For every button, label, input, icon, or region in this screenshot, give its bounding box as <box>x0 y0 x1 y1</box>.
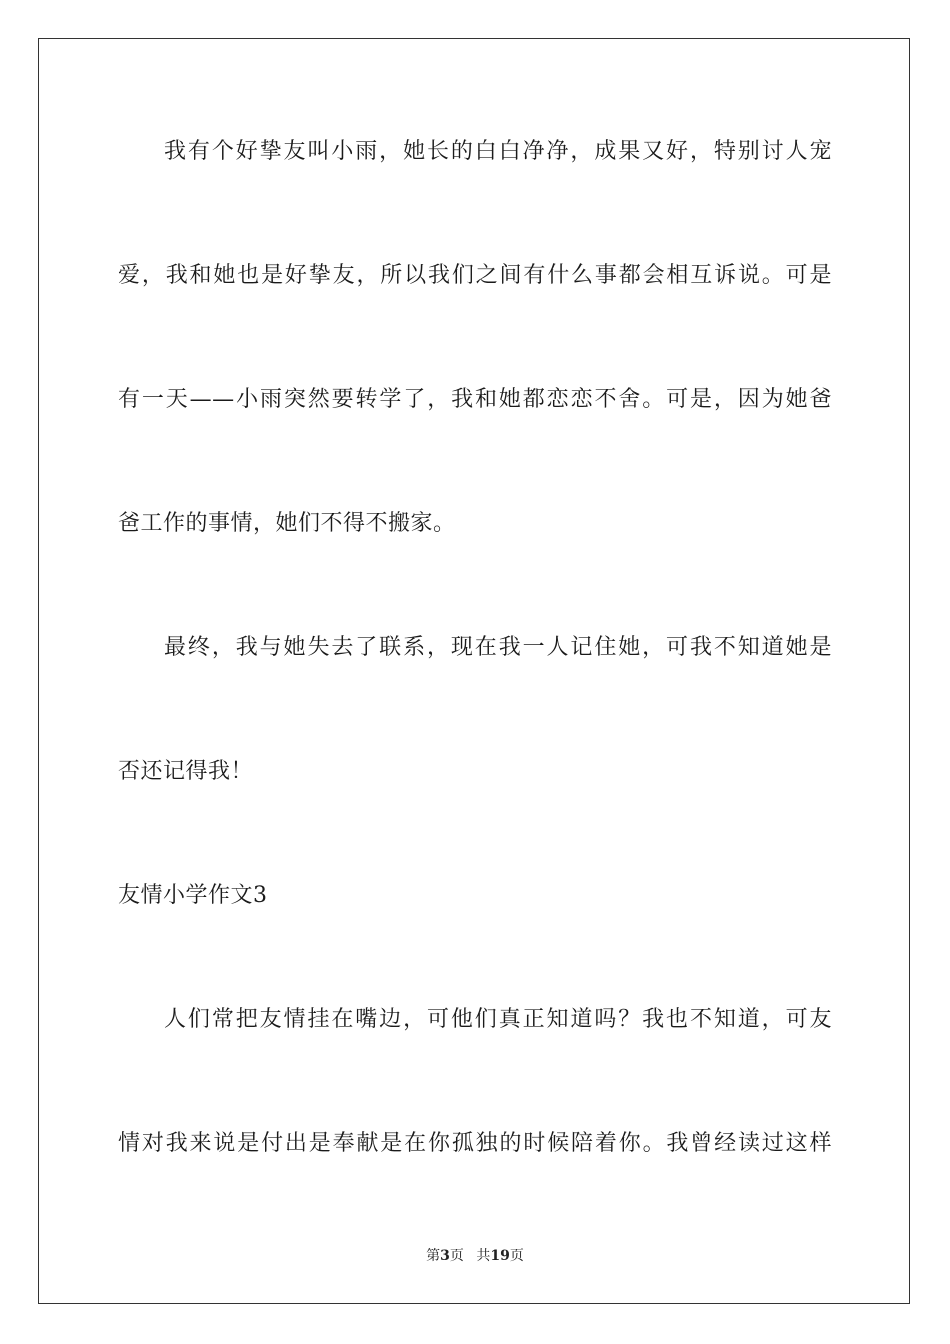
page-indicator <box>426 1248 464 1264</box>
page-border <box>38 38 910 1304</box>
paragraph-line-2: 爱，我和她也是好挚友，所以我们之间有什么事都会相互诉说。可是 <box>118 263 832 288</box>
paragraph-line-4: 爸工作的事情，她们不得不搬家。 <box>118 511 456 536</box>
page-prefix: 第 <box>426 1248 441 1264</box>
total-suffix: 页 <box>509 1248 524 1264</box>
page-suffix: 页 <box>449 1248 464 1264</box>
paragraph-line-5: 最终，我与她失去了联系，现在我一人记住她，可我不知道她是 <box>164 635 832 660</box>
paragraph-line-1: 我有个好挚友叫小雨，她长的白白净净，成果又好，特别讨人宠 <box>164 139 832 164</box>
section-heading: 友情小学作文3 <box>118 883 268 908</box>
page-footer <box>0 1246 950 1266</box>
paragraph-line-8: 情对我来说是付出是奉献是在你孤独的时候陪着你。我曾经读过这样 <box>118 1131 832 1156</box>
paragraph-line-3: 有一天——小雨突然要转学了，我和她都恋恋不舍。可是，因为她爸 <box>118 387 832 412</box>
paragraph-line-7: 人们常把友情挂在嘴边，可他们真正知道吗？我也不知道，可友 <box>164 1007 832 1032</box>
total-indicator <box>476 1248 523 1264</box>
total-prefix: 共 <box>476 1248 491 1264</box>
total-number: 19 <box>490 1248 510 1264</box>
paragraph-line-6: 否还记得我！ <box>118 759 254 784</box>
page-number: 3 <box>440 1248 450 1264</box>
